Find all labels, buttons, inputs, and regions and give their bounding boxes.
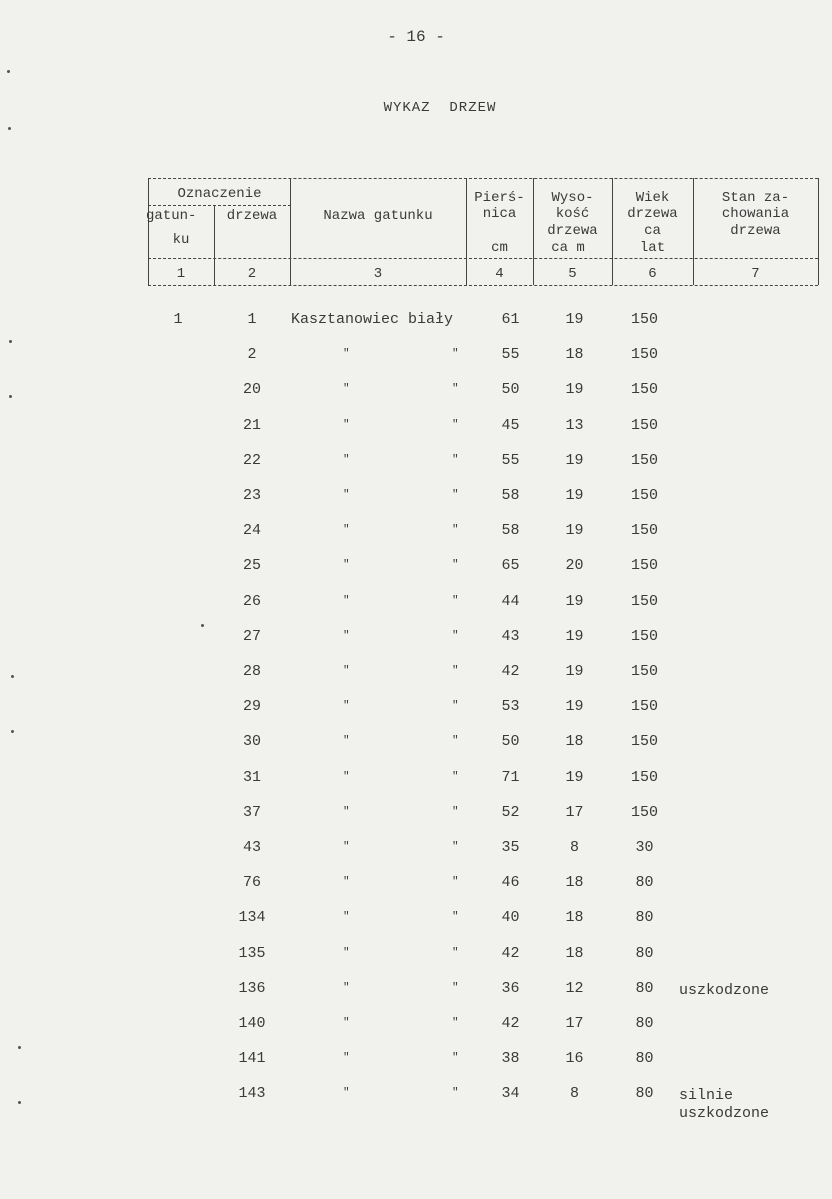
cell-wiek: 80 [635,980,654,997]
ditto-mark: " [343,1052,350,1064]
cell-drzewa: 24 [242,522,261,539]
cell-wysokosc: 19 [565,311,584,328]
cell-wiek: 150 [630,557,658,574]
ditto-mark: " [452,489,459,501]
cell-wysokosc: 19 [565,487,584,504]
margin-speck [11,675,14,678]
cell-wysokosc: 19 [565,663,584,680]
cell-wiek: 150 [630,417,658,434]
ditto-mark: " [343,700,350,712]
ditto-mark: " [452,1052,459,1064]
cell-piersnica: 55 [501,346,520,363]
cell-wiek: 150 [630,311,658,328]
cell-drzewa: 76 [242,874,261,891]
ditto-mark: " [452,1017,459,1029]
margin-speck [11,730,14,733]
header-wiek-1: Wiek [635,190,670,206]
cell-wiek: 150 [630,733,658,750]
cell-wiek: 80 [635,874,654,891]
ditto-mark: " [452,419,459,431]
ditto-mark: " [343,841,350,853]
column-number-1: 1 [176,266,186,282]
species-number: 1 [173,311,183,328]
ditto-mark: " [452,1087,459,1099]
margin-speck [201,624,204,627]
cell-drzewa: 22 [242,452,261,469]
ditto-mark: " [452,947,459,959]
cell-stan: silnie uszkodzone [679,1087,770,1122]
column-number-5: 5 [568,266,577,282]
cell-piersnica: 58 [501,522,520,539]
cell-wysokosc: 18 [565,346,584,363]
cell-piersnica: 55 [501,452,520,469]
page-number: - 16 - [387,28,445,46]
cell-piersnica: 42 [501,663,520,680]
cell-drzewa: 21 [242,417,261,434]
cell-drzewa: 23 [242,487,261,504]
cell-drzewa: 141 [238,1050,266,1067]
cell-drzewa: 140 [238,1015,266,1032]
cell-piersnica: 71 [501,769,520,786]
cell-drzewa: 2 [247,346,257,363]
header-stan-3: drzewa [730,223,781,239]
column-number-4: 4 [495,266,504,282]
ditto-mark: " [343,348,350,360]
header-drzewa: drzewa [226,208,278,224]
ditto-mark: " [343,419,350,431]
cell-wysokosc: 19 [565,593,584,610]
ditto-mark: " [343,1017,350,1029]
cell-drzewa: 143 [238,1085,266,1102]
cell-drzewa: 134 [238,909,266,926]
cell-piersnica: 61 [501,311,520,328]
ditto-mark: " [343,524,350,536]
column-number-6: 6 [648,266,657,282]
ditto-mark: " [452,595,459,607]
cell-piersnica: 35 [501,839,520,856]
cell-drzewa: 37 [242,804,261,821]
cell-piersnica: 53 [501,698,520,715]
ditto-mark: " [343,489,350,501]
ditto-mark: " [343,771,350,783]
cell-wysokosc: 19 [565,381,584,398]
margin-speck [18,1046,21,1049]
cell-wiek: 80 [635,1050,654,1067]
species-name: Kasztanowiec biały [291,311,454,328]
ditto-mark: " [343,982,350,994]
cell-piersnica: 58 [501,487,520,504]
column-number-3: 3 [373,266,383,282]
cell-drzewa: 31 [242,769,261,786]
header-stan-1: Stan za- [721,190,790,206]
ditto-mark: " [452,982,459,994]
cell-wysokosc: 18 [565,945,584,962]
header-wysokosc-2: kość [555,206,590,222]
cell-wiek: 150 [630,381,658,398]
margin-speck [7,70,10,73]
ditto-mark: " [452,876,459,888]
ditto-mark: " [452,841,459,853]
cell-drzewa: 27 [242,628,261,645]
cell-piersnica: 38 [501,1050,520,1067]
cell-piersnica: 36 [501,980,520,997]
cell-drzewa: 28 [242,663,261,680]
cell-piersnica: 45 [501,417,520,434]
ditto-mark: " [343,911,350,923]
cell-wysokosc: 19 [565,522,584,539]
ditto-mark: " [452,630,459,642]
cell-wysokosc: 20 [565,557,584,574]
cell-wiek: 150 [630,487,658,504]
cell-wysokosc: 18 [565,733,584,750]
cell-wysokosc: 19 [565,452,584,469]
cell-wysokosc: 19 [565,628,584,645]
cell-drzewa: 29 [242,698,261,715]
ditto-mark: " [452,559,459,571]
header-gatunku-1: gatun- [146,208,197,224]
header-piersnica-3: cm [491,240,508,256]
margin-speck [9,395,12,398]
cell-stan: uszkodzone [679,982,770,999]
cell-drzewa: 30 [242,733,261,750]
cell-piersnica: 34 [501,1085,520,1102]
ditto-mark: " [452,700,459,712]
cell-piersnica: 40 [501,909,520,926]
cell-piersnica: 50 [501,733,520,750]
margin-speck [9,340,12,343]
cell-wysokosc: 19 [565,769,584,786]
ditto-mark: " [343,630,350,642]
header-wysokosc-1: Wyso- [551,190,594,206]
cell-wiek: 150 [630,663,658,680]
header-piersnica-1: Pierś- [474,190,525,206]
cell-piersnica: 65 [501,557,520,574]
cell-wiek: 150 [630,452,658,469]
cell-piersnica: 43 [501,628,520,645]
cell-wiek: 150 [630,593,658,610]
cell-piersnica: 42 [501,1015,520,1032]
document-title: WYKAZ DRZEW [383,100,497,116]
ditto-mark: " [343,559,350,571]
header-wiek-3: ca [644,223,661,239]
cell-wysokosc: 8 [569,1085,579,1102]
ditto-mark: " [343,454,350,466]
ditto-mark: " [343,1087,350,1099]
ditto-mark: " [452,806,459,818]
cell-wiek: 150 [630,628,658,645]
cell-drzewa: 43 [242,839,261,856]
cell-wysokosc: 18 [565,909,584,926]
ditto-mark: " [343,876,350,888]
cell-wysokosc: 17 [565,1015,584,1032]
ditto-mark: " [343,665,350,677]
header-stan-2: chowania [721,206,790,222]
header-nazwa-gatunku: Nazwa gatunku [323,208,433,224]
ditto-mark: " [452,735,459,747]
cell-wysokosc: 12 [565,980,584,997]
ditto-mark: " [452,348,459,360]
header-wysokosc-3: drzewa [547,223,598,239]
header-gatunku-2: ku [172,232,190,248]
ditto-mark: " [343,383,350,395]
cell-wiek: 30 [635,839,654,856]
cell-wiek: 80 [635,945,654,962]
ditto-mark: " [343,735,350,747]
cell-wiek: 150 [630,698,658,715]
cell-drzewa: 136 [238,980,266,997]
cell-drzewa: 25 [242,557,261,574]
header-piersnica-2: nica [482,206,517,222]
cell-wiek: 80 [635,1085,654,1102]
cell-wiek: 80 [635,1015,654,1032]
cell-drzewa: 135 [238,945,266,962]
ditto-mark: " [343,806,350,818]
ditto-mark: " [452,524,459,536]
column-number-2: 2 [247,266,257,282]
margin-speck [8,127,11,130]
cell-drzewa: 26 [242,593,261,610]
ditto-mark: " [452,665,459,677]
margin-speck [18,1101,21,1104]
cell-wysokosc: 18 [565,874,584,891]
column-number-7: 7 [751,266,760,282]
cell-piersnica: 46 [501,874,520,891]
cell-wiek: 150 [630,804,658,821]
cell-piersnica: 44 [501,593,520,610]
ditto-mark: " [452,454,459,466]
cell-wiek: 80 [635,909,654,926]
ditto-mark: " [452,771,459,783]
ditto-mark: " [452,911,459,923]
cell-wiek: 150 [630,769,658,786]
cell-drzewa: 20 [242,381,261,398]
ditto-mark: " [343,595,350,607]
cell-piersnica: 50 [501,381,520,398]
ditto-mark: " [452,383,459,395]
header-wiek-4: lat [639,240,666,256]
cell-wiek: 150 [630,522,658,539]
header-oznaczenie: Oznaczenie [177,186,262,202]
header-wiek-2: drzewa [627,206,678,222]
cell-wysokosc: 19 [565,698,584,715]
cell-wysokosc: 8 [569,839,579,856]
cell-wiek: 150 [630,346,658,363]
header-wysokosc-4: ca m [551,240,585,256]
cell-drzewa: 1 [247,311,257,328]
cell-piersnica: 52 [501,804,520,821]
cell-wysokosc: 16 [565,1050,584,1067]
cell-wysokosc: 17 [565,804,584,821]
ditto-mark: " [343,947,350,959]
cell-wysokosc: 13 [565,417,584,434]
cell-piersnica: 42 [501,945,520,962]
